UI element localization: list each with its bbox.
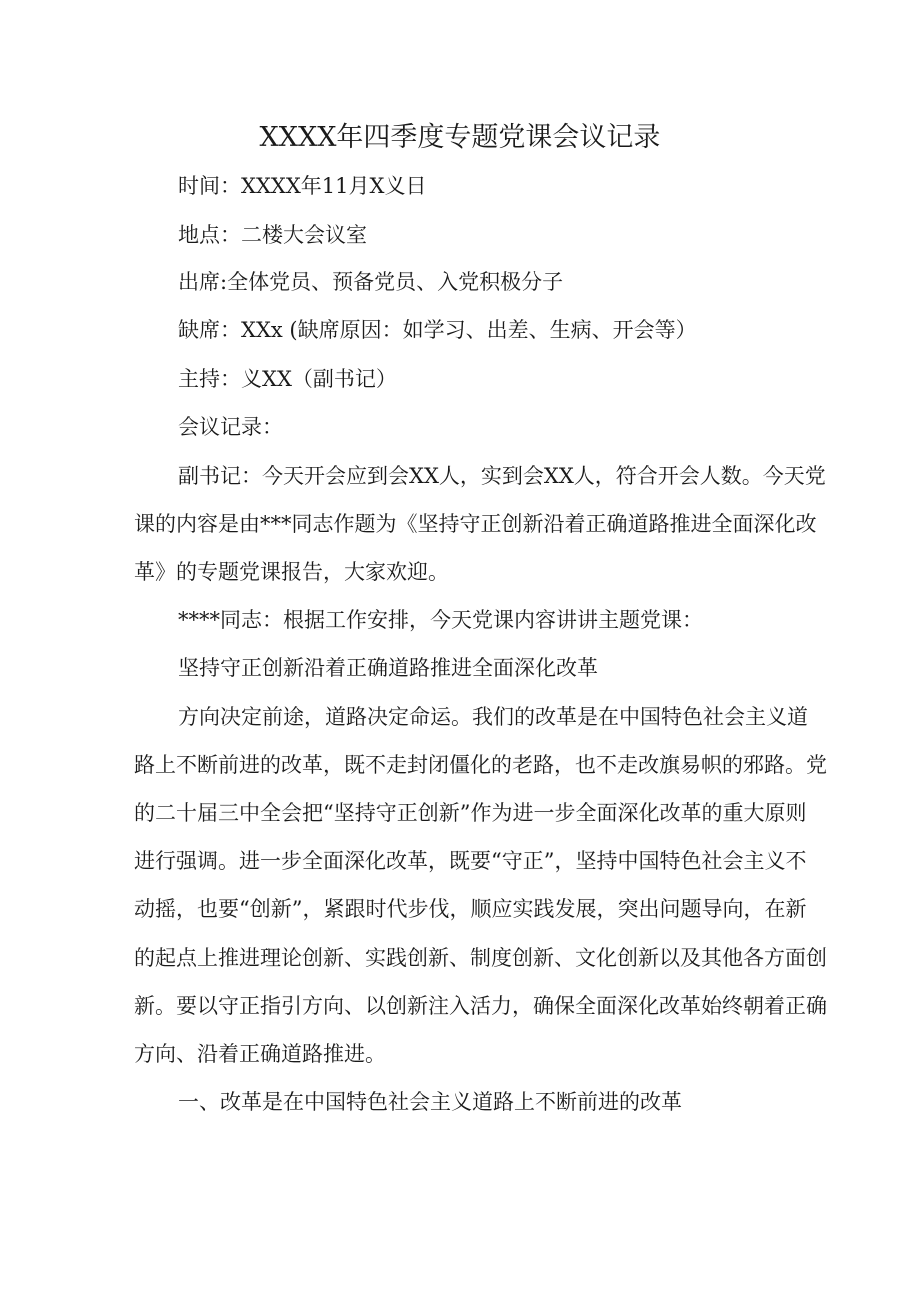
paragraph-line: 动摇，也要“创新”，紧跟时代步伐，顺应实践发展，突出问题导向，在新 — [134, 897, 807, 921]
meeting-attendees: 出席:全体党员、预备党员、入党积极分子 — [178, 270, 564, 294]
paragraph-line: 的起点上推进理论创新、实践创新、制度创新、文化创新以及其他各方面创 — [134, 946, 827, 970]
section-heading: 一、改革是在中国特色社会主义道路上不断前进的改革 — [178, 1090, 682, 1114]
paragraph-line: 革》的专题党课报告，大家欢迎。 — [134, 560, 449, 584]
meeting-host: 主持：义XX（副书记） — [178, 367, 397, 391]
meeting-record-label: 会议记录： — [178, 415, 283, 439]
speaker-intro: ****同志：根据工作安排，今天党课内容讲讲主题党课： — [178, 608, 703, 632]
lecture-topic: 坚持守正创新沿着正确道路推进全面深化改革 — [178, 656, 598, 680]
paragraph-line: 新。要以守正指引方向、以创新注入活力，确保全面深化改革始终朝着正确 — [134, 994, 827, 1018]
document-title: XXXX年四季度专题党课会议记录 — [259, 122, 661, 153]
paragraph-line: 路上不断前进的改革，既不走封闭僵化的老路，也不走改旗易帜的邪路。党 — [134, 753, 827, 777]
paragraph-line: 进行强调。进一步全面深化改革，既要“守正”，坚持中国特色社会主义不 — [134, 849, 807, 873]
meeting-time: 时间：XXXX年11月X义日 — [178, 174, 427, 198]
paragraph-line: 副书记：今天开会应到会XX人，实到会XX人，符合开会人数。今天党 — [178, 464, 826, 488]
paragraph-line: 方向、沿着正确道路推进。 — [134, 1042, 386, 1066]
meeting-place: 地点：二楼大会议室 — [178, 223, 367, 247]
paragraph-line: 的二十届三中全会把“坚持守正创新”作为进一步全面深化改革的重大原则 — [134, 801, 807, 825]
paragraph-line: 课的内容是由***同志作题为《坚持守正创新沿着正确道路推进全面深化改 — [134, 512, 817, 536]
paragraph-line: 方向决定前途，道路决定命运。我们的改革是在中国特色社会主义道 — [178, 705, 808, 729]
meeting-absent: 缺席：XXx (缺席原因：如学习、出差、生病、开会等） — [178, 318, 697, 342]
